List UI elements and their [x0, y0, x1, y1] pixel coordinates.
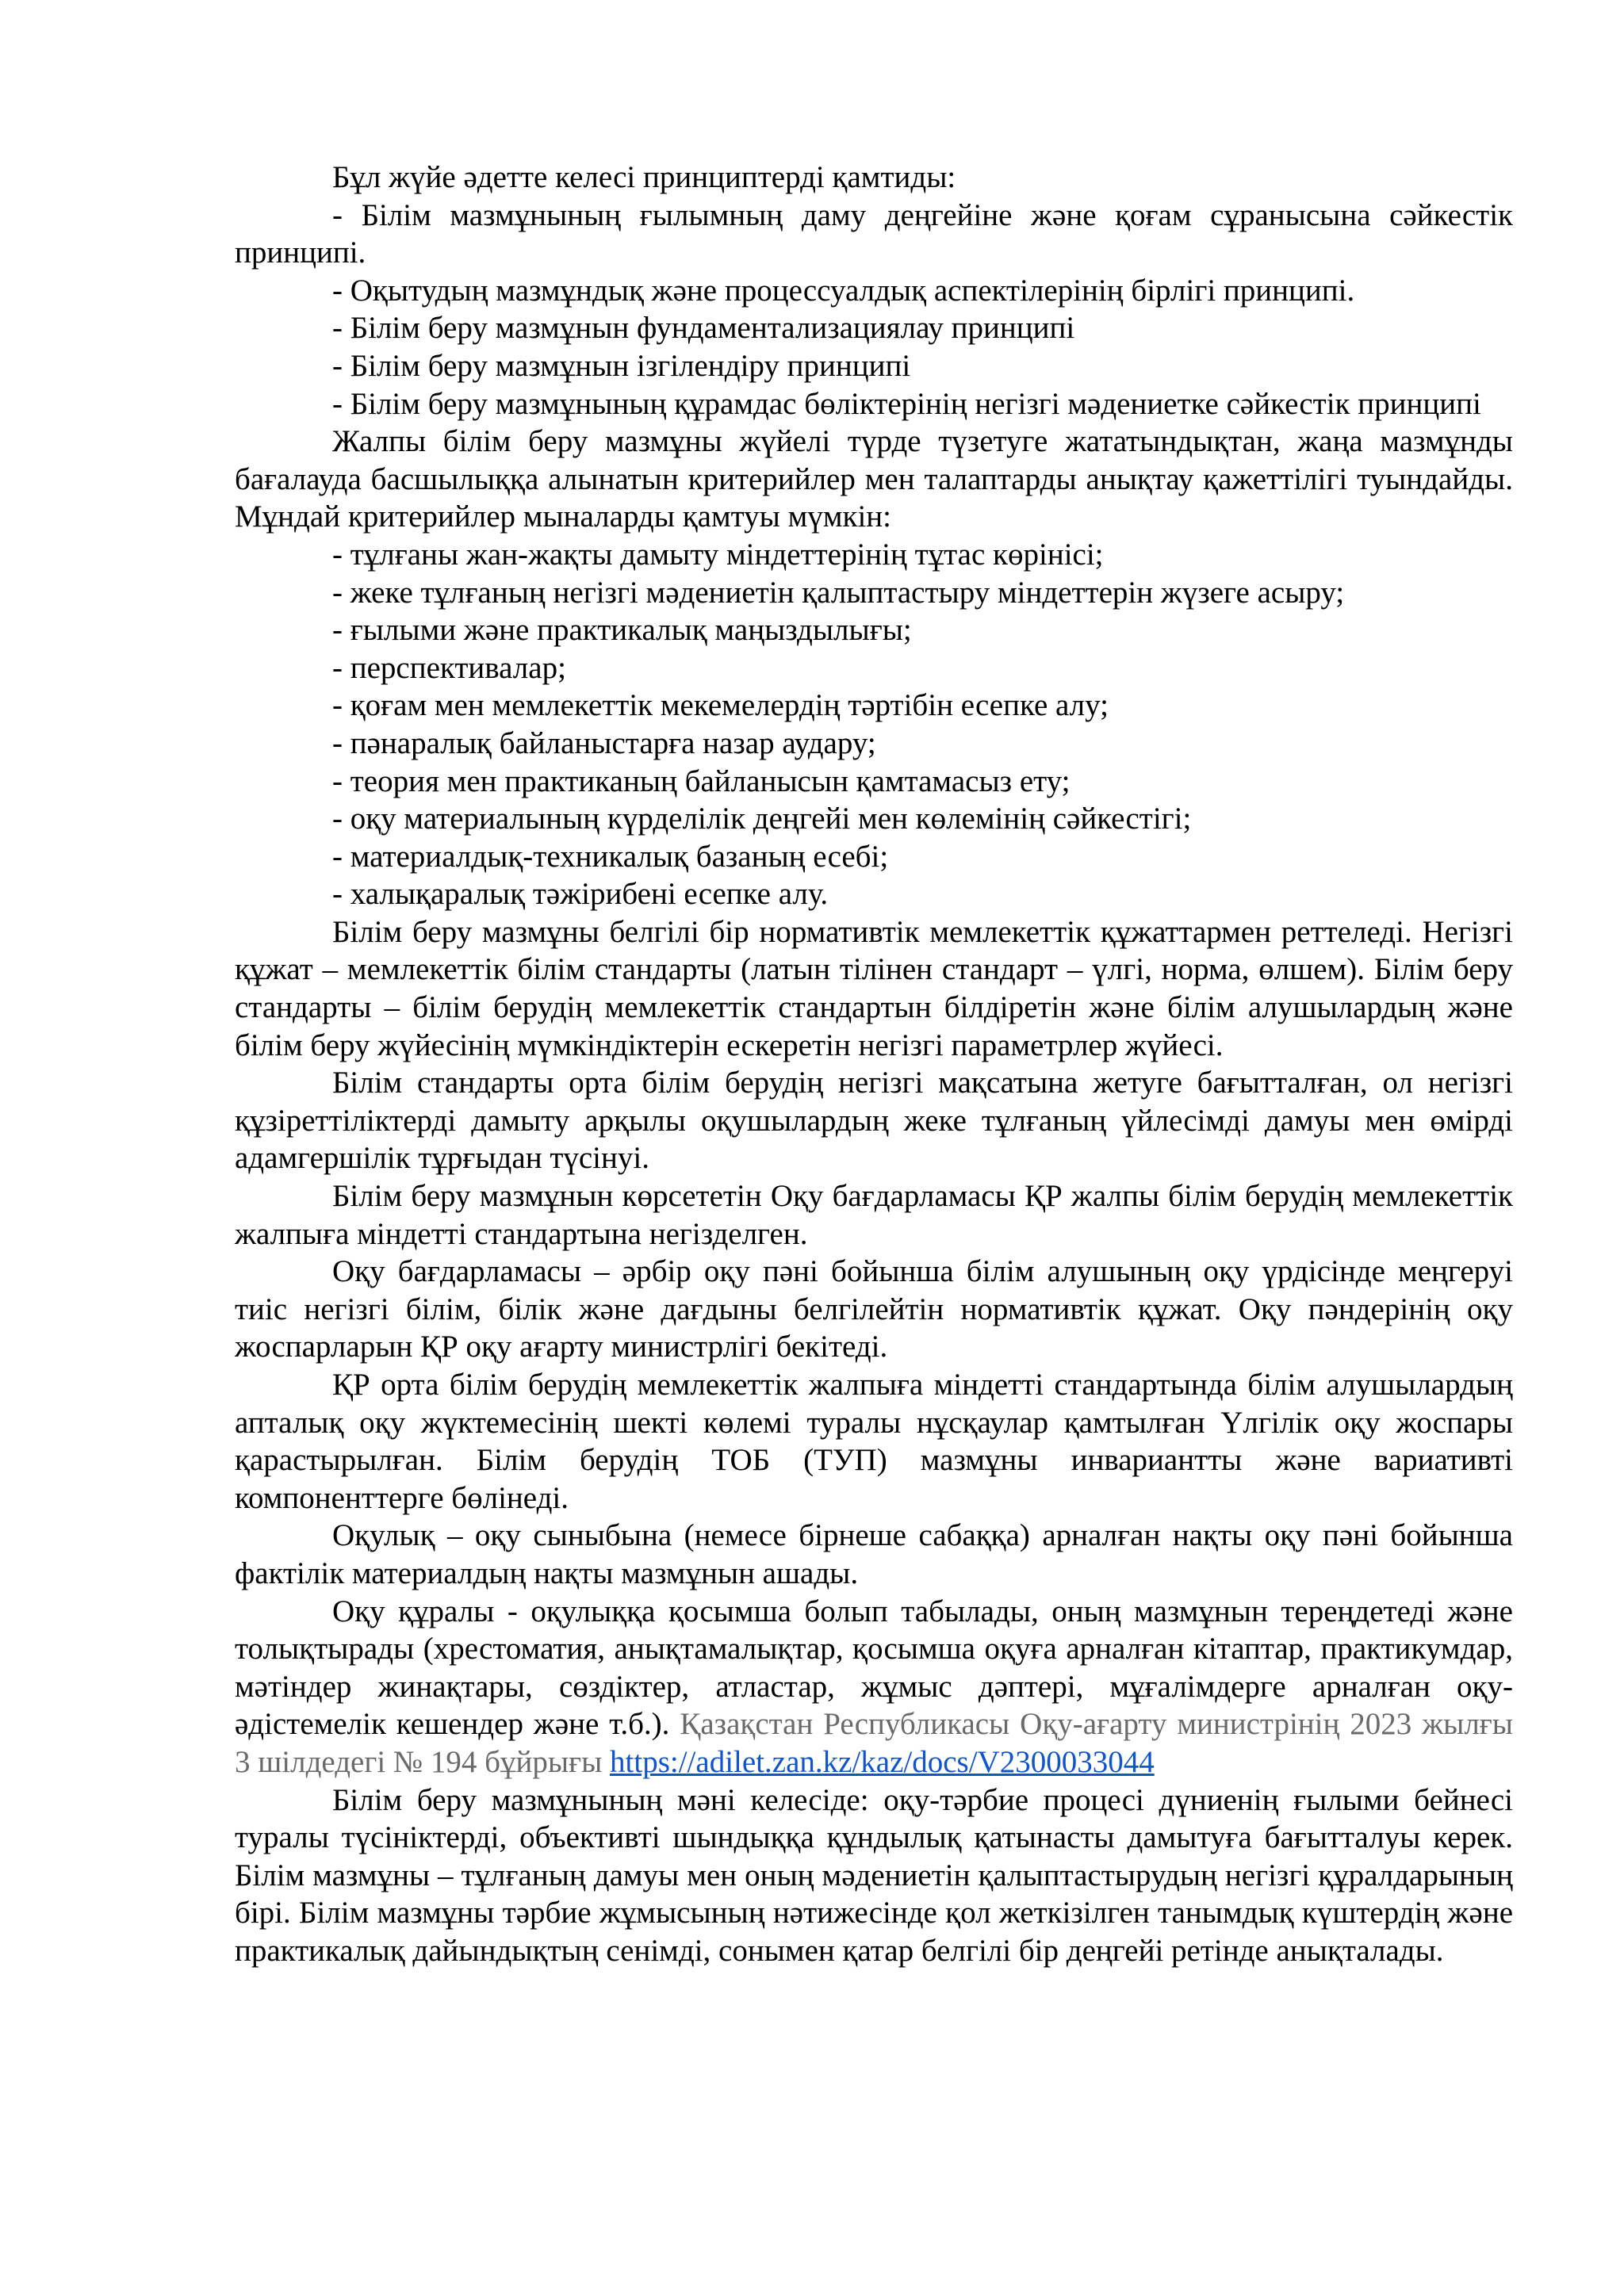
paragraph: Оқу бағдарламасы – әрбір оқу пәні бойынша білім алушының оқу үрдісінде меңгеруі тиіс негізгі білім, білік және дағдыны белгілейтін нормативтік құжат. Оқу пәндерінің оқу жоспарларын ҚР оқу ағарту министрлігі бекітеді.: [235, 1254, 1513, 1364]
manual-text: Оқу құралы - оқулыққа қосымша болып табылады, оның мазмұнын тереңдетеді және толықтырады (хрестоматия, анықтамалықтар, қосымша оқуға арналған кітаптар, практикумдар, мәтіндер жинақтары, сөздіктер, атластар, жұмыс дәптері, мұғалімдерге арналған оқу-әдістемелік кешендер және т.б.).: [235, 1594, 1513, 1742]
document-page: [235, 159, 1513, 1970]
criteria-item: - пәнаралық байланыстарға назар аудару;: [332, 725, 876, 760]
paragraph: Білім стандарты орта білім берудің негізгі мақсатына жетуге бағытталған, ол негізгі құзіреттіліктерді дамыту арқылы оқушылардың жеке тұлғаның үйлесімді дамуы мен өмірді адамгершілік тұрғыдан түсінуі.: [235, 1066, 1513, 1176]
paragraph: Жалпы білім беру мазмұны жүйелі түрде түзетуге жататындықтан, жаңа мазмұнды бағалауда басшылыққа алынатын критерийлер мен талаптарды анықтау қажеттілігі туындайды. Мұндай критерийлер мыналарды қамтуы мүмкін:: [235, 424, 1513, 534]
principle-item: - Білім беру мазмұнын ізгілендіру принципі: [332, 348, 911, 383]
citation-text: Қазақстан Республикасы Оқу-ағарту министрінің 2023 жылғы 3 шілдедегі № 194 бұйрығы: [235, 1707, 1514, 1779]
criteria-item: - жеке тұлғаның негізгі мәдениетін қалыптастыру міндеттерін жүзеге асыру;: [332, 575, 1345, 610]
paragraph: Оқулық – оқу сыныбына (немесе бірнеше сабаққа) арналған нақты оқу пәні бойынша фактілік материалдың нақты мазмұнын ашады.: [235, 1518, 1513, 1590]
principle-item: - Оқытудың мазмұндық және процессуалдық аспектілерінің бірлігі принципі.: [332, 273, 1355, 308]
principle-item: - Білім беру мазмұнын фундаментализациялау принципі: [332, 311, 1075, 346]
criteria-item: - материалдық-техникалық базаның есебі;: [332, 839, 889, 874]
criteria-item: - ғылыми және практикалық маңыздылығы;: [332, 613, 912, 648]
criteria-item: - теория мен практиканың байланысын қамтамасыз ету;: [332, 763, 1071, 798]
criteria-item: - тұлғаны жан-жақты дамыту міндеттерінің тұтас көрінісі;: [332, 537, 1104, 572]
principle-item: - Білім мазмұнының ғылымның даму деңгейіне және қоғам сұранысына сәйкестік принципі.: [235, 197, 1513, 270]
principle-item: - Білім беру мазмұнының құрамдас бөліктерінің негізгі мәдениетке сәйкестік принципі: [332, 386, 1481, 421]
paragraph: Бұл жүйе әдетте келесі принциптерді қамтиды:: [332, 160, 956, 194]
paragraph-manual: [235, 1593, 1513, 1781]
criteria-item: - оқу материалының күрделілік деңгейі мен көлемінің сәйкестігі;: [332, 802, 1192, 836]
criteria-item: - қоғам мен мемлекеттік мекемелердің тәртібін есепке алу;: [332, 688, 1109, 723]
paragraph: Білім беру мазмұнын көрсететін Оқу бағдарламасы ҚР жалпы білім берудің мемлекеттік жалпыға міндетті стандартына негізделген.: [235, 1179, 1513, 1251]
paragraph: Білім беру мазмұны белгілі бір нормативтік мемлекеттік құжаттармен реттеледі. Негізгі құжат – мемлекеттік білім стандарты (латын тілінен стандарт – үлгі, норма, өлшем). Білім беру стандарты – білім берудің мемлекеттік стандартын білдіретін және білім алушылардың және білім беру жүйесінің мүмкіндіктерін ескеретін негізгі параметрлер жүйесі.: [235, 914, 1513, 1062]
paragraph: Білім беру мазмұнының мәні келесіде: оқу-тәрбие процесі дүниенің ғылыми бейнесі туралы түсініктерді, объективті шындыққа құндылық қатынасты дамытуға бағытталуы керек. Білім мазмұны – тұлғаның дамуы мен оның мәдениетін қалыптастырудың негізгі құралдарының бірі. Білім мазмұны тәрбие жұмысының нәтижесінде қол жеткізілген танымдық күштердің және практикалық дайындықтың сенімді, сонымен қатар белгілі бір деңгейі ретінде анықталады.: [235, 1782, 1513, 1968]
adilet-link[interactable]: https://adilet.zan.kz/kaz/docs/V2300033044: [610, 1744, 1155, 1779]
criteria-item: - перспективалар;: [332, 650, 566, 685]
paragraph: ҚР орта білім берудің мемлекеттік жалпыға міндетті стандартында білім алушылардың апталық оқу жүктемесінің шекті көлемі туралы нұсқаулар қамтылған Үлгілік оқу жоспары қарастырылған. Білім берудің ТОБ (ТУП) мазмұны инвариантты және вариативті компоненттерге бөлінеді.: [235, 1368, 1513, 1515]
criteria-item: - халықаралық тәжірибені есепке алу.: [332, 877, 829, 912]
